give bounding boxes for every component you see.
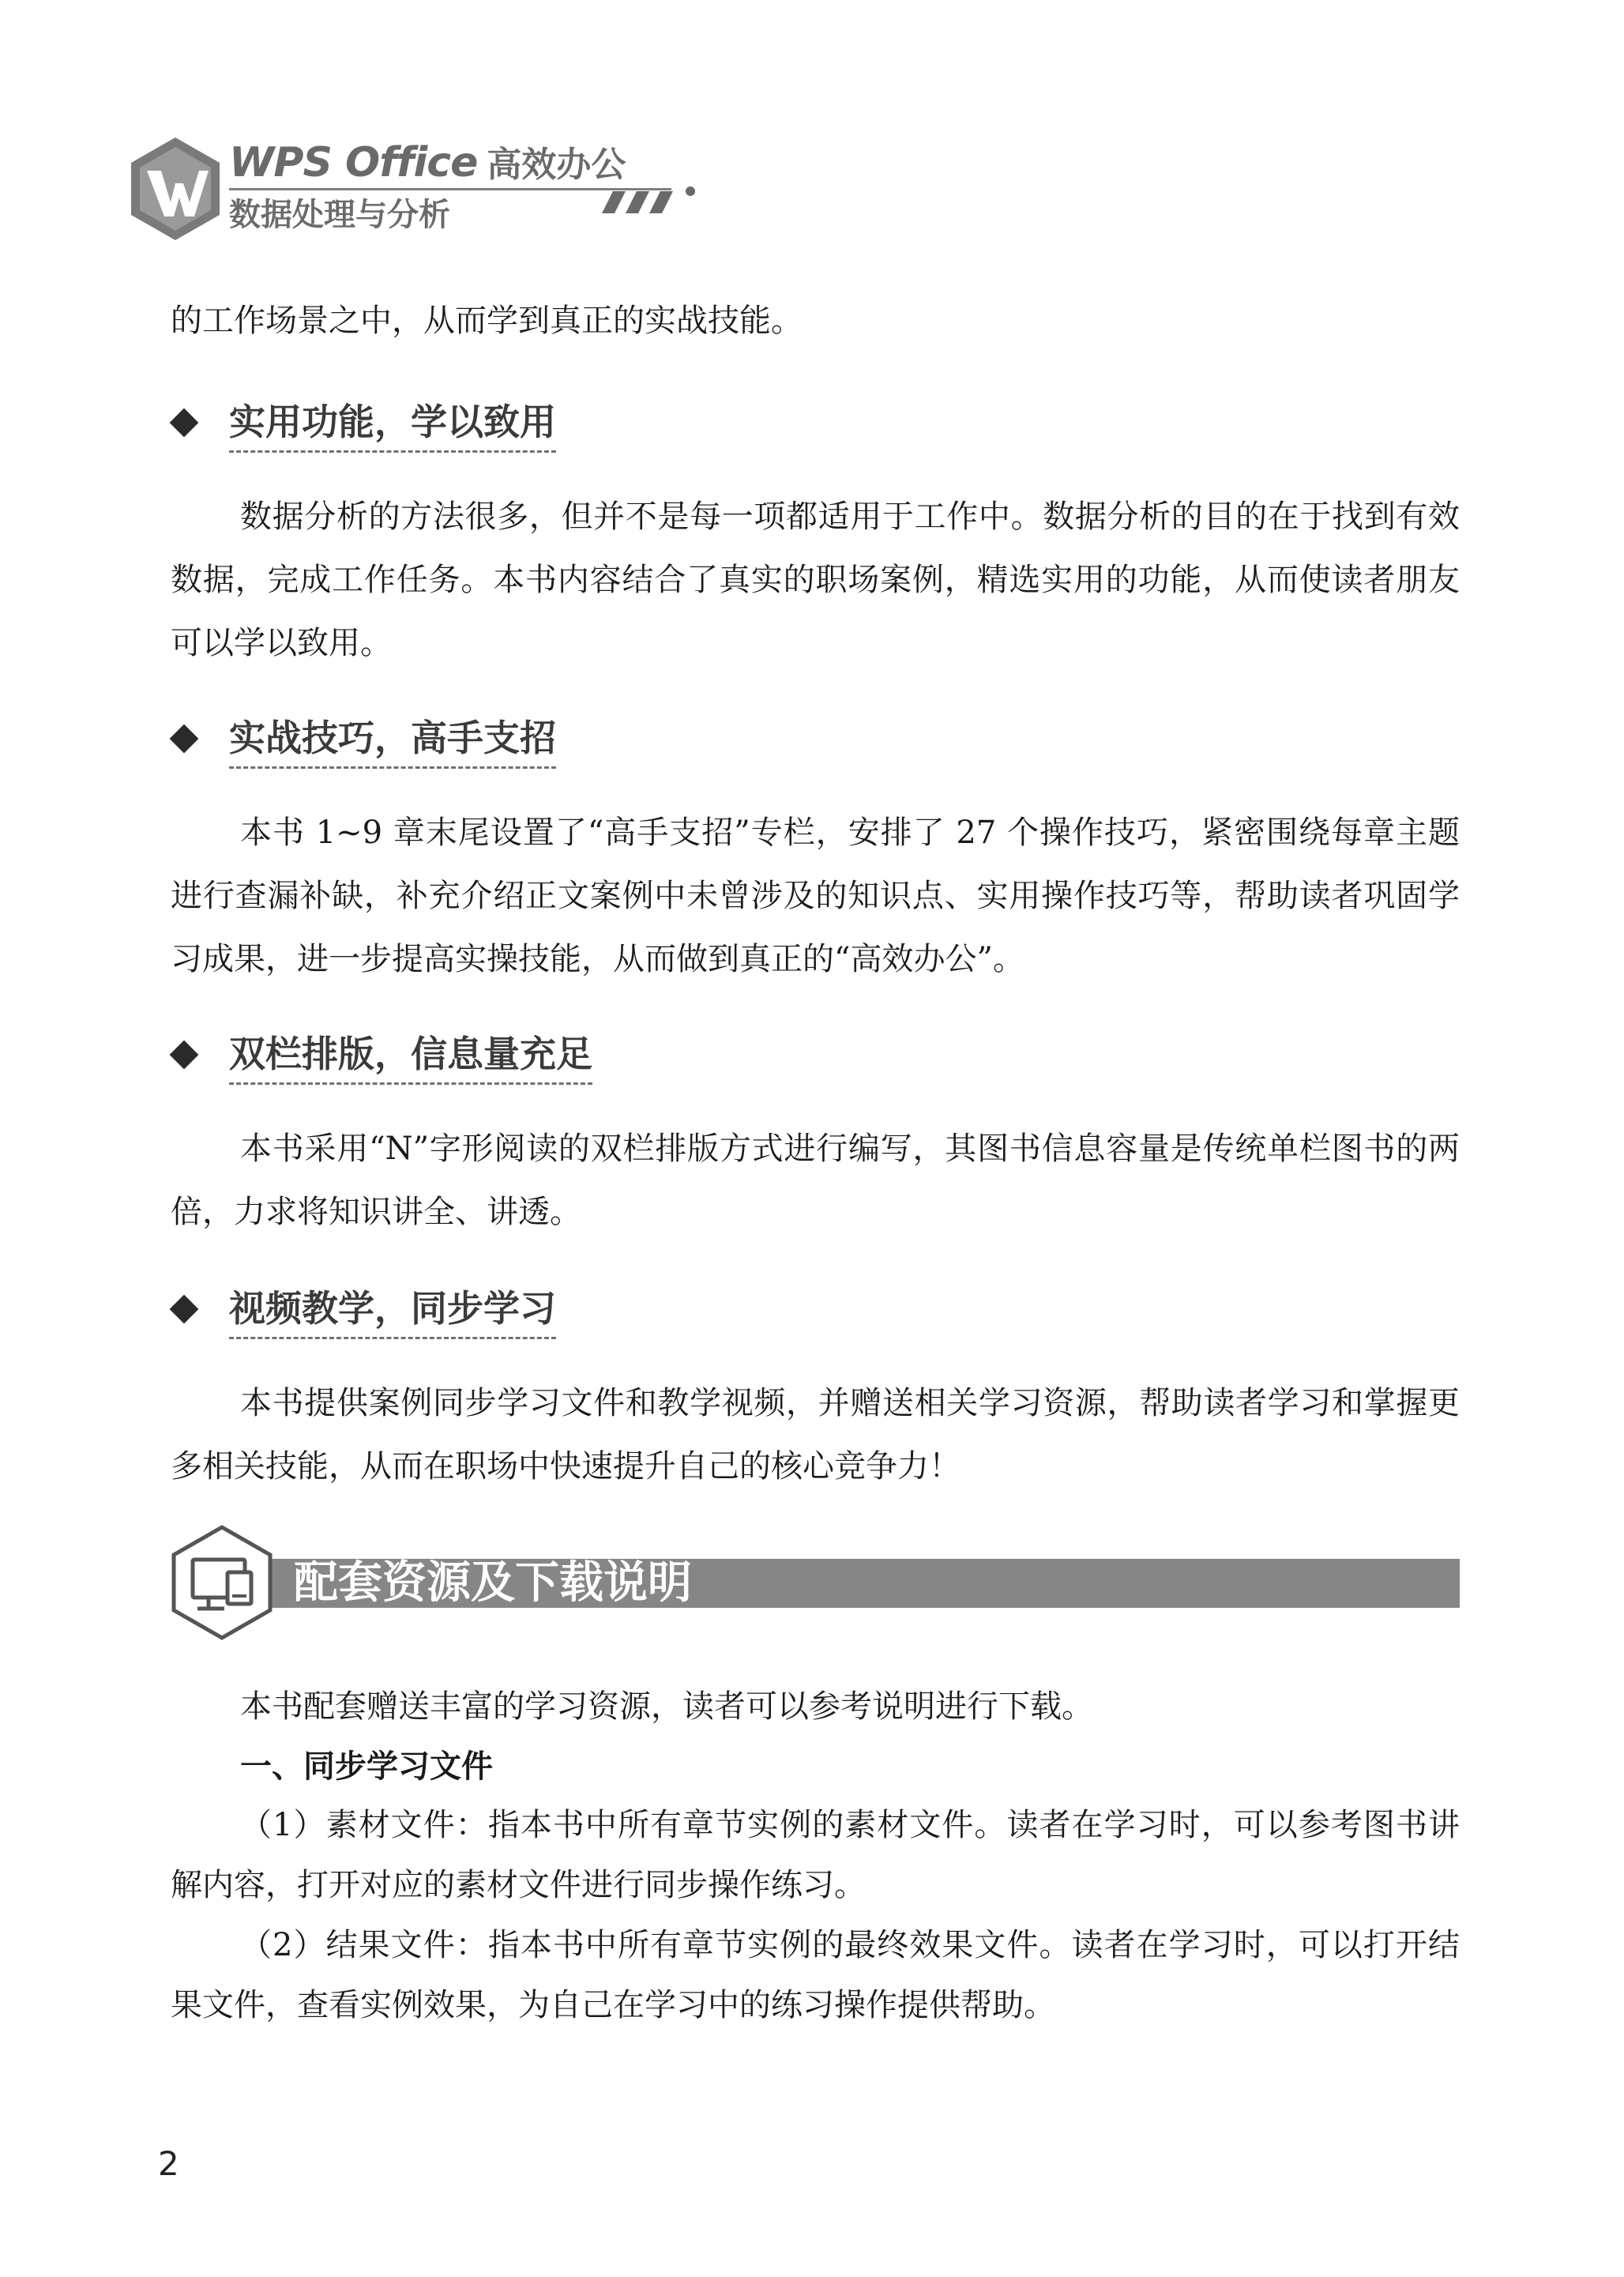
computer-monitor-icon <box>169 1523 275 1642</box>
diamond-bullet-icon <box>170 1295 199 1324</box>
decorative-stripes-icon <box>591 186 701 218</box>
diamond-bullet-icon <box>170 724 199 754</box>
resources-subheading: 一、同步学习文件 <box>240 1748 493 1785</box>
page-number: 2 <box>158 2144 179 2183</box>
section-title: 实用功能，学以致用 <box>229 393 556 453</box>
section-title: 视频教学，同步学习 <box>229 1280 556 1339</box>
diamond-bullet-icon <box>170 1041 199 1070</box>
section-body-4: 本书提供案例同步学习文件和教学视频，并赠送相关学习资源，帮助读者学习和掌握更多相关技能，从而在职场中快速提升自己的核心竞争力！ <box>171 1385 1460 1485</box>
intro-tail-text: 的工作场景之中，从而学到真正的实战技能。 <box>171 303 803 339</box>
resources-intro: 本书配套赠送丰富的学习资源，读者可以参考说明进行下载。 <box>240 1688 1093 1725</box>
section-title: 双栏排版，信息量充足 <box>229 1026 592 1085</box>
section-heading-1 <box>174 395 556 450</box>
section-body-1: 数据分析的方法很多，但并不是每一项都适用于工作中。数据分析的目的在于找到有效数据，完成工作任务。本书内容结合了真实的职场案例，精选实用的功能，从而使读者朋友可以学以致用。 <box>171 499 1460 661</box>
section-heading-2 <box>174 711 556 766</box>
diamond-bullet-icon <box>170 408 199 438</box>
resources-item-1: （1）素材文件：指本书中所有章节实例的素材文件。读者在学习时，可以参考图书讲解内容，打开对应的素材文件进行同步操作练习。 <box>171 1807 1460 1903</box>
wps-logo-icon <box>126 134 224 243</box>
section-title: 实战技巧，高手支招 <box>229 709 556 769</box>
banner-title: 配套资源及下载说明 <box>294 1557 692 1609</box>
section-heading-4 <box>174 1282 556 1337</box>
brand-subtitle: 数据处理与分析 <box>229 197 450 233</box>
resources-item-2: （2）结果文件：指本书中所有章节实例的最终效果文件。读者在学习时，可以打开结果文件，查看实例效果，为自己在学习中的练习操作提供帮助。 <box>171 1927 1460 2023</box>
brand-title <box>229 136 626 191</box>
section-heading-3 <box>174 1027 592 1082</box>
brand-efficient-office: 高效办公 <box>487 145 626 185</box>
section-body-2: 本书 1~9 章末尾设置了“高手支招”专栏，安排了 27 个操作技巧，紧密围绕每章主题进行查漏补缺，补充介绍正文案例中未曾涉及的知识点、实用操作技巧等，帮助读者巩固学习成果，进一步提高实操技能，从而做到真正的“高效办公”。 <box>171 815 1460 977</box>
section-body-3: 本书采用“N”字形阅读的双栏排版方式进行编写，其图书信息容量是传统单栏图书的两倍，力求将知识讲全、讲透。 <box>171 1131 1460 1230</box>
brand-wps-office: WPS Office <box>229 139 478 186</box>
